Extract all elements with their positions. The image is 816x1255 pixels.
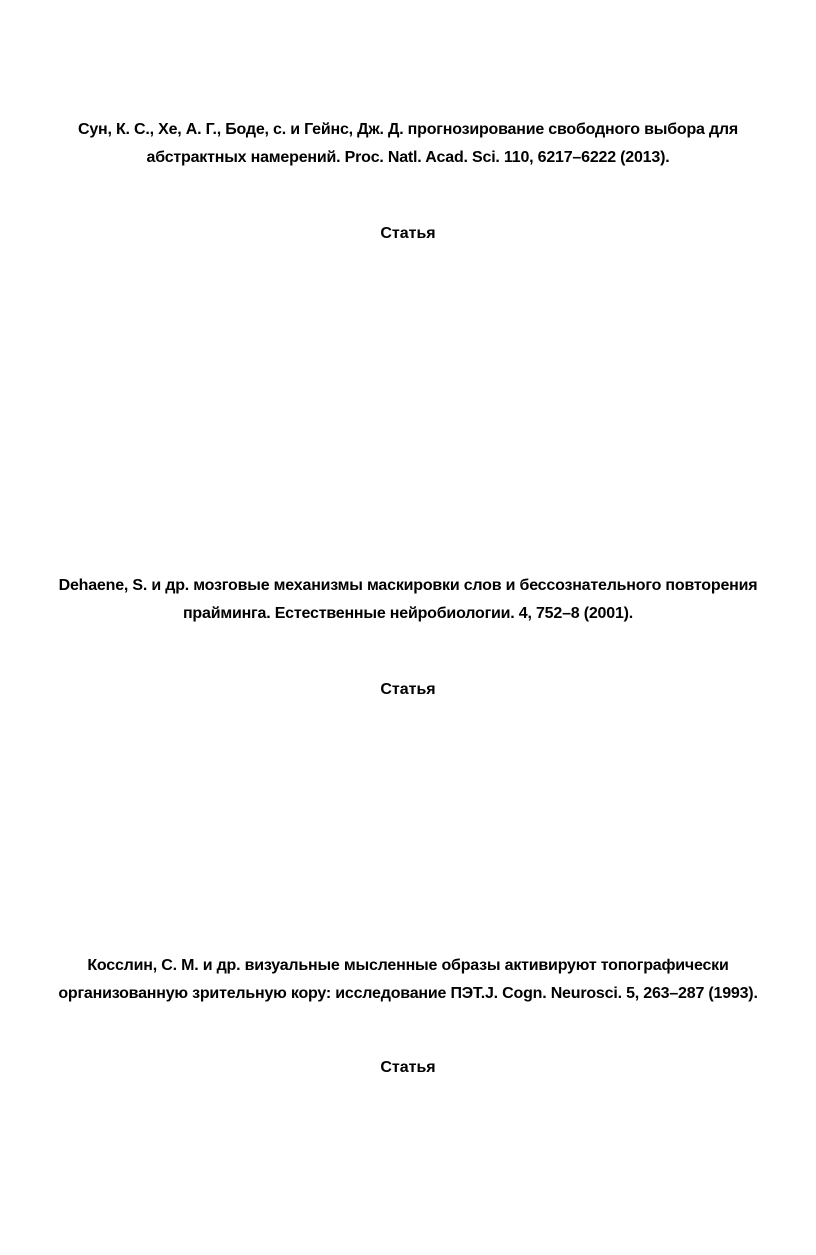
reference-entry (0, 572, 816, 698)
reference-citation: Косслин, С. М. и др. визуальные мысленные образы активируют топографически организованную зрительную кору: исследование ПЭТ.J. Cogn. Neurosci. 5, 263–287 (1993). (58, 957, 758, 1002)
reference-citation: Сун, К. С., Хе, А. Г., Боде, с. и Гейнс, Дж. Д. прогнозирование свободного выбора для абстрактных намерений. Proc. Natl. Acad. Sci. 110, 6217–6222 (2013). (77, 121, 739, 166)
article-link[interactable]: Статья (380, 225, 436, 242)
reference-citation: Dehaene, S. и др. мозговые механизмы маскировки слов и бессознательного повторения прайминга. Естественные нейробиологии. 4, 752–8 (2001). (58, 577, 758, 622)
article-link[interactable]: Статья (380, 1059, 436, 1076)
reference-entry (0, 952, 816, 1076)
article-link[interactable]: Статья (380, 681, 436, 698)
reference-entry (0, 116, 816, 242)
